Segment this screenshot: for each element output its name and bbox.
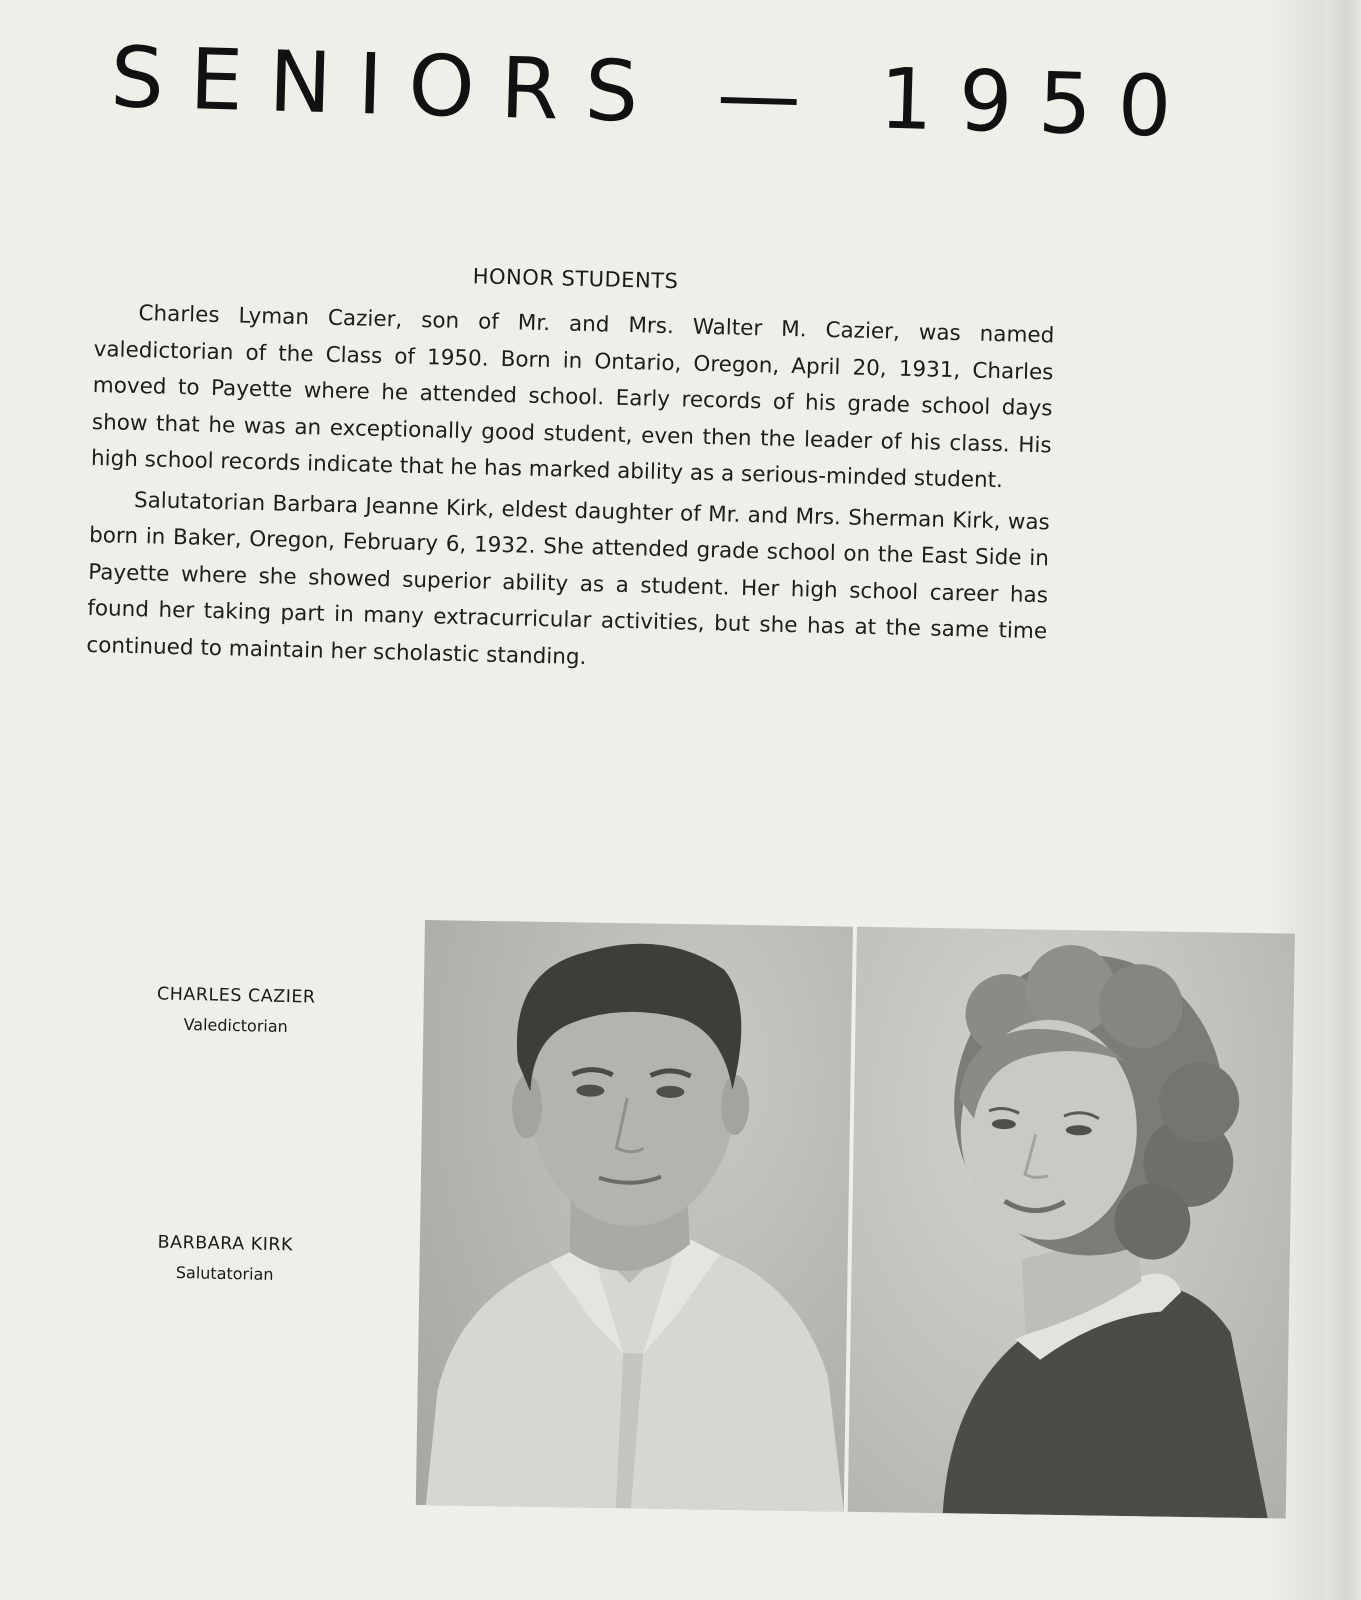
section-heading: HONOR STUDENTS [472,264,679,294]
caption-salutatorian [125,1232,326,1285]
portrait-photo-male [416,920,853,1512]
valedictorian-paragraph: Charles Lyman Cazier, son of Mr. and Mrs. Walter M. Cazier, was named valedictorian of the Class of 1950. Born in Ontario, Oregon, April 20, 1931, Charles moved to Payette where he attended school. Early records of his grade school days show that he was an exceptionally good student, even then the leader of his class. His high school records indicate that he has marked ability as a serious-minded student. [90,301,1055,494]
caption-valedictorian [136,984,337,1037]
portrait-photo-female [848,927,1295,1519]
caption-role: Valedictorian [183,1014,288,1037]
caption-role: Salutatorian [175,1262,274,1285]
caption-name: BARBARA KIRK [157,1232,294,1256]
caption-name: CHARLES CAZIER [156,984,316,1008]
page-gutter [1325,0,1361,1600]
salutatorian-paragraph: Salutatorian Barbara Jeanne Kirk, eldest daughter of Mr. and Mrs. Sherman Kirk, was born in Baker, Oregon, February 6, 1932. She attended grade school on the East Side in Payette where she showed superior ability as a student. Her high school career has found her taking part in many extracurricular activities, but she has at the same time continued to maintain her scholastic standing. [86,487,1051,670]
portrait-photos [416,920,1295,1522]
honor-students-article [86,255,1056,691]
page-title: SENIORS — 1950 [109,28,1199,157]
